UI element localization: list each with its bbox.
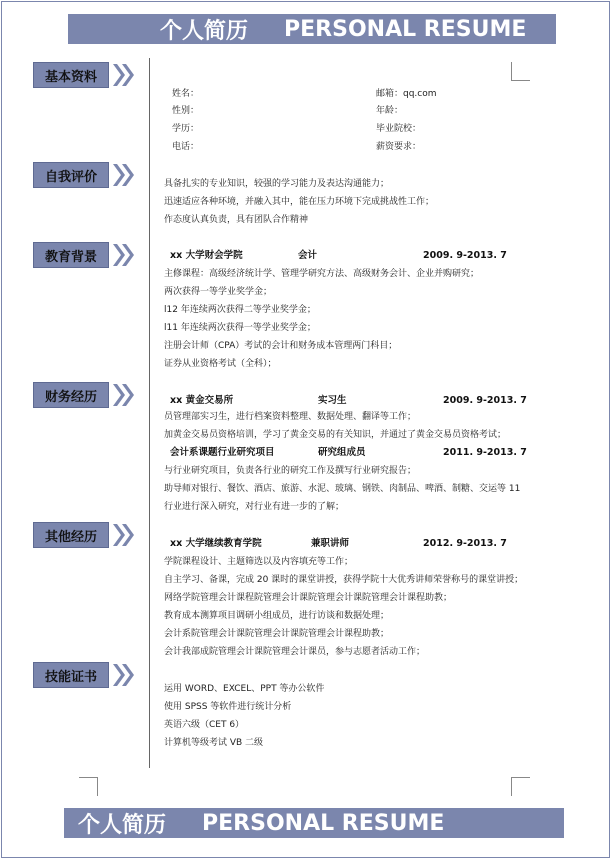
edu-major: 会计 xyxy=(298,250,318,261)
field-email: 邮箱：qq.com xyxy=(376,89,437,99)
section-label: 财务经历 xyxy=(33,382,109,408)
double-chevron-icon xyxy=(110,522,136,548)
double-chevron-icon xyxy=(110,662,136,688)
edu-line: 注册会计师（CPA）考试的会计和财务成本管理两门科目； xyxy=(164,341,398,351)
field-school: 毕业院校： xyxy=(376,124,422,134)
other-line: 会计我部成院管理会计课院管理会计课员，参与志愿者活动工作； xyxy=(164,647,426,657)
finance-org-2: 会计系课题行业研究项目 xyxy=(170,447,275,458)
other-line: 会计系院管理会计课院管理会计课院管理会计课程助教； xyxy=(164,629,390,639)
section-skills xyxy=(33,662,136,688)
finance-line: 员管理部实习生，进行档案资料整理、数据处理、翻译等工作； xyxy=(164,412,417,422)
header-title-cn: 个人简历 xyxy=(160,18,249,44)
edu-line: l12 年连续两次获得二等学业奖学金； xyxy=(164,305,316,315)
skill-line: 运用 WORD、EXCEL、PPT 等办公软件 xyxy=(164,684,325,694)
field-salary: 薪资要求： xyxy=(376,142,422,152)
corner-mark-bottom-left xyxy=(79,777,98,796)
footer-title-en: PERSONAL RESUME xyxy=(202,810,445,836)
section-other xyxy=(33,522,136,548)
skill-line: 英语六级（CET 6） xyxy=(164,720,245,730)
section-label: 技能证书 xyxy=(33,662,109,688)
field-degree: 学历： xyxy=(172,124,200,134)
timeline-line xyxy=(149,58,150,768)
field-gender: 性别： xyxy=(172,106,200,116)
double-chevron-icon xyxy=(110,62,136,88)
field-name: 姓名： xyxy=(172,89,200,99)
finance-period-2: 2011. 9-2013. 7 xyxy=(443,447,527,458)
edu-line: 证券从业资格考试（全科）； xyxy=(164,359,277,369)
double-chevron-icon xyxy=(110,242,136,268)
field-age: 年龄： xyxy=(376,106,404,116)
finance-line-2: 助导师对银行、餐饮、酒店、旅游、水泥、玻璃、钢铁、肉制品、啤酒、制糖、交运等 11 xyxy=(164,484,521,494)
finance-org: xx 黄金交易所 xyxy=(170,395,234,406)
finance-line-2: 行业进行深入研究，对行业有进一步的了解； xyxy=(164,502,345,512)
finance-line: 加黄金交易员资格培训，学习了黄金交易的有关知识，并通过了黄金交易员资格考试； xyxy=(164,430,507,440)
edu-line: l11 年连续两次获得一等学业奖学金； xyxy=(164,323,316,333)
section-label: 其他经历 xyxy=(33,522,109,548)
corner-mark-bottom-right xyxy=(511,777,530,796)
other-role: 兼职讲师 xyxy=(311,538,350,549)
other-period: 2012. 9-2013. 7 xyxy=(423,538,507,549)
skill-line: 使用 SPSS 等软件进行统计分析 xyxy=(164,702,292,712)
section-finance xyxy=(33,382,136,408)
finance-role-2: 研究组成员 xyxy=(318,447,366,458)
other-line: 教育成本测算项目调研小组成员，进行访谈和数据处理； xyxy=(164,611,390,621)
section-basic xyxy=(33,62,136,88)
double-chevron-icon xyxy=(110,382,136,408)
edu-school: xx 大学财会学院 xyxy=(170,250,243,261)
edu-line: 两次获得一等学业奖学金； xyxy=(164,287,273,297)
finance-period: 2009. 9-2013. 7 xyxy=(443,395,527,406)
section-label: 基本资料 xyxy=(33,62,109,88)
self-eval-line: 作态度认真负责，具有团队合作精神 xyxy=(164,215,309,225)
edu-line: 主修课程：高级经济统计学、管理学研究方法、高级财务会计、企业并购研究； xyxy=(164,269,480,279)
finance-role: 实习生 xyxy=(318,395,347,406)
other-line: 学院课程设计、主题筛选以及内容填充等工作； xyxy=(164,557,354,567)
header-banner xyxy=(68,14,556,44)
footer-banner xyxy=(64,808,564,838)
other-org: xx 大学继续教育学院 xyxy=(170,538,262,549)
finance-line-2: 与行业研究项目，负责各行业的研究工作及撰写行业研究报告； xyxy=(164,466,417,476)
self-eval-line: 具备扎实的专业知识，较强的学习能力及表达沟通能力； xyxy=(164,179,390,189)
other-line: 网络学院管理会计课程院管理会计课院管理会计课院管理会计课程助教； xyxy=(164,593,453,603)
double-chevron-icon xyxy=(110,162,136,188)
footer-title-cn: 个人简历 xyxy=(78,812,167,838)
edu-period: 2009. 9-2013. 7 xyxy=(423,250,507,261)
section-label: 教育背景 xyxy=(33,242,109,268)
section-self-eval xyxy=(33,162,136,188)
other-line: 自主学习、备课，完成 20 课时的课堂讲授，获得学院十大优秀讲师荣誉称号的课堂讲授； xyxy=(164,575,524,585)
corner-mark-top-right xyxy=(511,62,530,81)
skill-line: 计算机等级考试 VB 二级 xyxy=(164,738,264,748)
field-phone: 电话： xyxy=(172,142,200,152)
self-eval-line: 迅速适应各种环境，并融入其中，能在压力环境下完成挑战性工作； xyxy=(164,197,435,207)
section-label: 自我评价 xyxy=(33,162,109,188)
section-education xyxy=(33,242,136,268)
header-title-en: PERSONAL RESUME xyxy=(284,16,527,42)
